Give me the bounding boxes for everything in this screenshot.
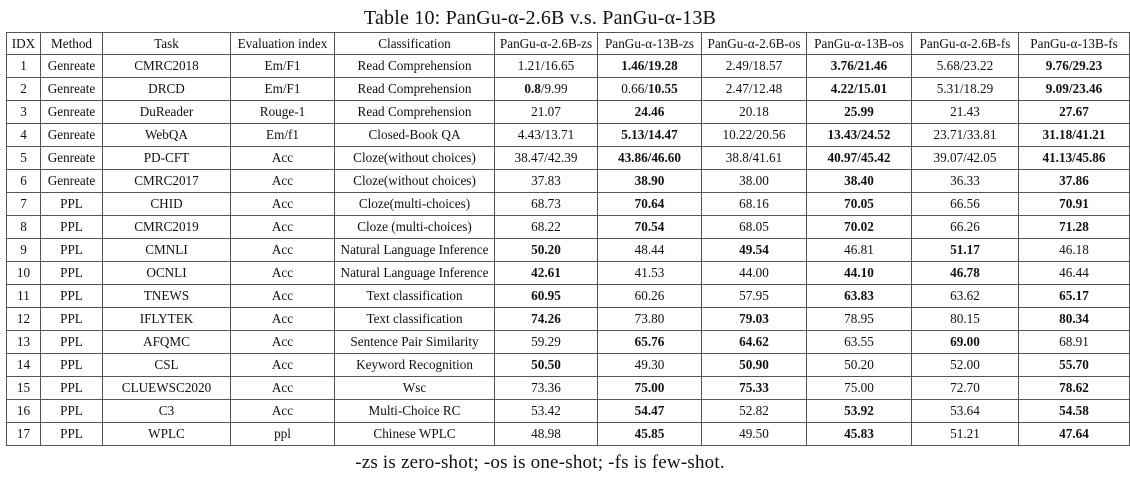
table-cell: 70.91	[1019, 193, 1130, 216]
table-cell: 50.90	[702, 354, 807, 377]
table-cell: 13	[7, 331, 41, 354]
table-cell: AFQMC	[103, 331, 231, 354]
table-cell: 15	[7, 377, 41, 400]
cell-value-part: 10.55	[648, 81, 678, 96]
table-cell: 69.00	[912, 331, 1019, 354]
table-cell: CMRC2018	[103, 55, 231, 78]
table-cell: WPLC	[103, 423, 231, 446]
table-caption: Table 10: PanGu-α-2.6B v.s. PanGu-α-13B	[363, 7, 717, 29]
table-cell: TNEWS	[103, 285, 231, 308]
table-cell: PPL	[41, 423, 103, 446]
table-cell: 9.76/29.23	[1019, 55, 1130, 78]
table-cell: 10.22/20.56	[702, 124, 807, 147]
table-cell: Acc	[231, 285, 335, 308]
table-cell: PPL	[41, 216, 103, 239]
table-cell: Natural Language Inference	[335, 239, 495, 262]
table-cell: 21.43	[912, 101, 1019, 124]
table-cell: 43.86/46.60	[598, 147, 702, 170]
column-header: PanGu-α-13B-zs	[598, 33, 702, 55]
table-cell: 20.18	[702, 101, 807, 124]
table-cell: 73.80	[598, 308, 702, 331]
table-cell: 37.83	[495, 170, 598, 193]
table-cell: 51.21	[912, 423, 1019, 446]
table-cell: 74.26	[495, 308, 598, 331]
table-cell: CSL	[103, 354, 231, 377]
table-cell: Genreate	[41, 101, 103, 124]
table-cell: 5	[7, 147, 41, 170]
table-cell: 8	[7, 216, 41, 239]
table-cell: 17	[7, 423, 41, 446]
table-cell: 38.40	[807, 170, 912, 193]
table-cell: 48.44	[598, 239, 702, 262]
column-header: Method	[41, 33, 103, 55]
table-cell: 38.8/41.61	[702, 147, 807, 170]
table-cell: 54.47	[598, 400, 702, 423]
table-cell: 54.58	[1019, 400, 1130, 423]
column-header: PanGu-α-2.6B-os	[702, 33, 807, 55]
table-cell: 45.85	[598, 423, 702, 446]
column-header: IDX	[7, 33, 41, 55]
table-cell: 5.13/14.47	[598, 124, 702, 147]
table-cell: 14	[7, 354, 41, 377]
table-cell: 63.55	[807, 331, 912, 354]
table-cell: 50.20	[807, 354, 912, 377]
column-header: PanGu-α-13B-os	[807, 33, 912, 55]
table-cell: PPL	[41, 285, 103, 308]
table-cell: 4	[7, 124, 41, 147]
table-cell	[495, 78, 598, 101]
column-header: Task	[103, 33, 231, 55]
table-cell: PPL	[41, 400, 103, 423]
table-cell: 49.54	[702, 239, 807, 262]
table-cell: 46.18	[1019, 239, 1130, 262]
table-cell: 23.71/33.81	[912, 124, 1019, 147]
table-cell: 10	[7, 262, 41, 285]
table-cell: Acc	[231, 262, 335, 285]
table-cell: PPL	[41, 239, 103, 262]
table-row	[7, 124, 1130, 147]
table-cell: Acc	[231, 170, 335, 193]
table-cell: 6	[7, 170, 41, 193]
table-cell: 3.76/21.46	[807, 55, 912, 78]
table-cell: 46.78	[912, 262, 1019, 285]
table-cell: 2	[7, 78, 41, 101]
table-row	[7, 400, 1130, 423]
table-cell: Acc	[231, 331, 335, 354]
table-cell: Closed-Book QA	[335, 124, 495, 147]
table-cell: 75.33	[702, 377, 807, 400]
table-cell: Genreate	[41, 78, 103, 101]
table-cell: 57.95	[702, 285, 807, 308]
cell-value-separator: /	[644, 81, 649, 96]
column-header: PanGu-α-2.6B-zs	[495, 33, 598, 55]
table-cell: Acc	[231, 354, 335, 377]
table-cell: Read Comprehension	[335, 78, 495, 101]
table-cell: 55.70	[1019, 354, 1130, 377]
table-cell: 12	[7, 308, 41, 331]
table-cell: Read Comprehension	[335, 101, 495, 124]
table-cell: CMRC2019	[103, 216, 231, 239]
table-cell: 37.86	[1019, 170, 1130, 193]
table-cell: 44.10	[807, 262, 912, 285]
table-cell: 59.29	[495, 331, 598, 354]
table-row	[7, 55, 1130, 78]
table-cell: 71.28	[1019, 216, 1130, 239]
table-cell: PPL	[41, 262, 103, 285]
table-cell: 16	[7, 400, 41, 423]
table-cell: 1	[7, 55, 41, 78]
table-cell: WebQA	[103, 124, 231, 147]
table-cell: CLUEWSC2020	[103, 377, 231, 400]
column-header: PanGu-α-2.6B-fs	[912, 33, 1019, 55]
table-cell: 80.34	[1019, 308, 1130, 331]
table-cell: Acc	[231, 147, 335, 170]
table-cell: 68.22	[495, 216, 598, 239]
table-cell: Acc	[231, 239, 335, 262]
table-cell: 25.99	[807, 101, 912, 124]
table-cell: IFLYTEK	[103, 308, 231, 331]
table-cell: 68.91	[1019, 331, 1130, 354]
table-cell: PD-CFT	[103, 147, 231, 170]
table-cell: 5.68/23.22	[912, 55, 1019, 78]
table-cell: PPL	[41, 331, 103, 354]
table-cell: 31.18/41.21	[1019, 124, 1130, 147]
table-cell: 21.07	[495, 101, 598, 124]
table-row	[7, 331, 1130, 354]
table-row	[7, 147, 1130, 170]
table-row	[7, 262, 1130, 285]
table-cell: 75.00	[598, 377, 702, 400]
table-body	[7, 55, 1130, 446]
table-cell: 53.64	[912, 400, 1019, 423]
table-cell: Acc	[231, 193, 335, 216]
table-cell: 65.17	[1019, 285, 1130, 308]
table-cell: Rouge-1	[231, 101, 335, 124]
table-cell: Em/f1	[231, 124, 335, 147]
table-cell: 73.36	[495, 377, 598, 400]
table-cell: 66.26	[912, 216, 1019, 239]
table-cell: 47.64	[1019, 423, 1130, 446]
cell-value-part: 0.66	[621, 81, 645, 96]
table-cell: Em/F1	[231, 78, 335, 101]
table-cell: Cloze(multi-choices)	[335, 193, 495, 216]
table-cell: PPL	[41, 308, 103, 331]
table-cell: 1.21/16.65	[495, 55, 598, 78]
table-row	[7, 354, 1130, 377]
table-cell: 38.47/42.39	[495, 147, 598, 170]
table-cell: 70.64	[598, 193, 702, 216]
table-cell: 41.53	[598, 262, 702, 285]
table-footnote: -zs is zero-shot; -os is one-shot; -fs is few-shot.	[355, 452, 725, 473]
table-cell: 1.46/19.28	[598, 55, 702, 78]
table-cell: 38.00	[702, 170, 807, 193]
table-cell: 68.73	[495, 193, 598, 216]
table-cell: Acc	[231, 377, 335, 400]
table-cell: 78.62	[1019, 377, 1130, 400]
table-cell: 70.54	[598, 216, 702, 239]
table-cell: 48.98	[495, 423, 598, 446]
table-cell: 66.56	[912, 193, 1019, 216]
table-cell: 49.50	[702, 423, 807, 446]
cell-value-part: 9.99	[544, 81, 568, 96]
table-cell: 53.92	[807, 400, 912, 423]
table-cell: 11	[7, 285, 41, 308]
table-cell: 5.31/18.29	[912, 78, 1019, 101]
table-cell: Genreate	[41, 124, 103, 147]
table-cell: CMNLI	[103, 239, 231, 262]
table-cell: CHID	[103, 193, 231, 216]
table-cell: 65.76	[598, 331, 702, 354]
table-cell: 63.83	[807, 285, 912, 308]
column-header: Classification	[335, 33, 495, 55]
table-cell: 38.90	[598, 170, 702, 193]
table-cell: 3	[7, 101, 41, 124]
table-row	[7, 101, 1130, 124]
table-header-row	[7, 33, 1130, 55]
table-cell: 50.20	[495, 239, 598, 262]
table-cell: ppl	[231, 423, 335, 446]
table-cell: 52.00	[912, 354, 1019, 377]
table-cell: 46.44	[1019, 262, 1130, 285]
table-cell: 9.09/23.46	[1019, 78, 1130, 101]
table-cell: Sentence Pair Similarity	[335, 331, 495, 354]
table-row	[7, 216, 1130, 239]
table-cell: OCNLI	[103, 262, 231, 285]
table-cell: Text classification	[335, 308, 495, 331]
table-cell: 44.00	[702, 262, 807, 285]
table-cell: 42.61	[495, 262, 598, 285]
table-cell: DRCD	[103, 78, 231, 101]
table-cell: 60.95	[495, 285, 598, 308]
table-cell: 51.17	[912, 239, 1019, 262]
table-cell: 68.05	[702, 216, 807, 239]
table-row	[7, 239, 1130, 262]
table-cell: PPL	[41, 354, 103, 377]
table-row	[7, 78, 1130, 101]
table-cell: 60.26	[598, 285, 702, 308]
table-cell: 41.13/45.86	[1019, 147, 1130, 170]
table-cell: 39.07/42.05	[912, 147, 1019, 170]
table-cell: 68.16	[702, 193, 807, 216]
cell-value-separator: /	[540, 81, 545, 96]
table-cell: Genreate	[41, 147, 103, 170]
table-cell: 27.67	[1019, 101, 1130, 124]
table-row	[7, 193, 1130, 216]
table-cell: 40.97/45.42	[807, 147, 912, 170]
table-cell: 45.83	[807, 423, 912, 446]
table-row	[7, 170, 1130, 193]
table-cell: Natural Language Inference	[335, 262, 495, 285]
table-cell: Keyword Recognition	[335, 354, 495, 377]
table-cell: 24.46	[598, 101, 702, 124]
table-cell: Chinese WPLC	[335, 423, 495, 446]
table-cell: 53.42	[495, 400, 598, 423]
table-cell	[598, 78, 702, 101]
table-cell: PPL	[41, 193, 103, 216]
table-cell: 64.62	[702, 331, 807, 354]
table-cell: Acc	[231, 308, 335, 331]
table-row	[7, 285, 1130, 308]
results-table	[6, 32, 1130, 446]
table-cell: Genreate	[41, 170, 103, 193]
table-cell: Cloze (multi-choices)	[335, 216, 495, 239]
table-cell: Cloze(without choices)	[335, 170, 495, 193]
table-row	[7, 308, 1130, 331]
table-cell: Acc	[231, 216, 335, 239]
table-cell: Multi-Choice RC	[335, 400, 495, 423]
table-cell: C3	[103, 400, 231, 423]
table-cell: Cloze(without choices)	[335, 147, 495, 170]
table-cell: 72.70	[912, 377, 1019, 400]
table-cell: 46.81	[807, 239, 912, 262]
table-cell: 36.33	[912, 170, 1019, 193]
table-cell: Read Comprehension	[335, 55, 495, 78]
table-cell: Genreate	[41, 55, 103, 78]
table-cell: Em/F1	[231, 55, 335, 78]
table-cell: 2.47/12.48	[702, 78, 807, 101]
table-cell: Acc	[231, 400, 335, 423]
table-cell: Wsc	[335, 377, 495, 400]
column-header: Evaluation index	[231, 33, 335, 55]
table-cell: 9	[7, 239, 41, 262]
table-row	[7, 423, 1130, 446]
table-cell: 79.03	[702, 308, 807, 331]
table-cell: 50.50	[495, 354, 598, 377]
table-cell: 70.02	[807, 216, 912, 239]
table-cell: DuReader	[103, 101, 231, 124]
table-cell: 4.43/13.71	[495, 124, 598, 147]
table-cell: 75.00	[807, 377, 912, 400]
table-cell: 2.49/18.57	[702, 55, 807, 78]
table-cell: CMRC2017	[103, 170, 231, 193]
table-cell: 70.05	[807, 193, 912, 216]
column-header: PanGu-α-13B-fs	[1019, 33, 1130, 55]
table-cell: 7	[7, 193, 41, 216]
table-cell: 49.30	[598, 354, 702, 377]
table-cell: 80.15	[912, 308, 1019, 331]
cell-value-part: 0.8	[524, 81, 541, 96]
table-cell: 13.43/24.52	[807, 124, 912, 147]
table-cell: 4.22/15.01	[807, 78, 912, 101]
table-cell: PPL	[41, 377, 103, 400]
table-cell: 52.82	[702, 400, 807, 423]
table-cell: 63.62	[912, 285, 1019, 308]
table-cell: Text classification	[335, 285, 495, 308]
table-row	[7, 377, 1130, 400]
table-cell: 78.95	[807, 308, 912, 331]
